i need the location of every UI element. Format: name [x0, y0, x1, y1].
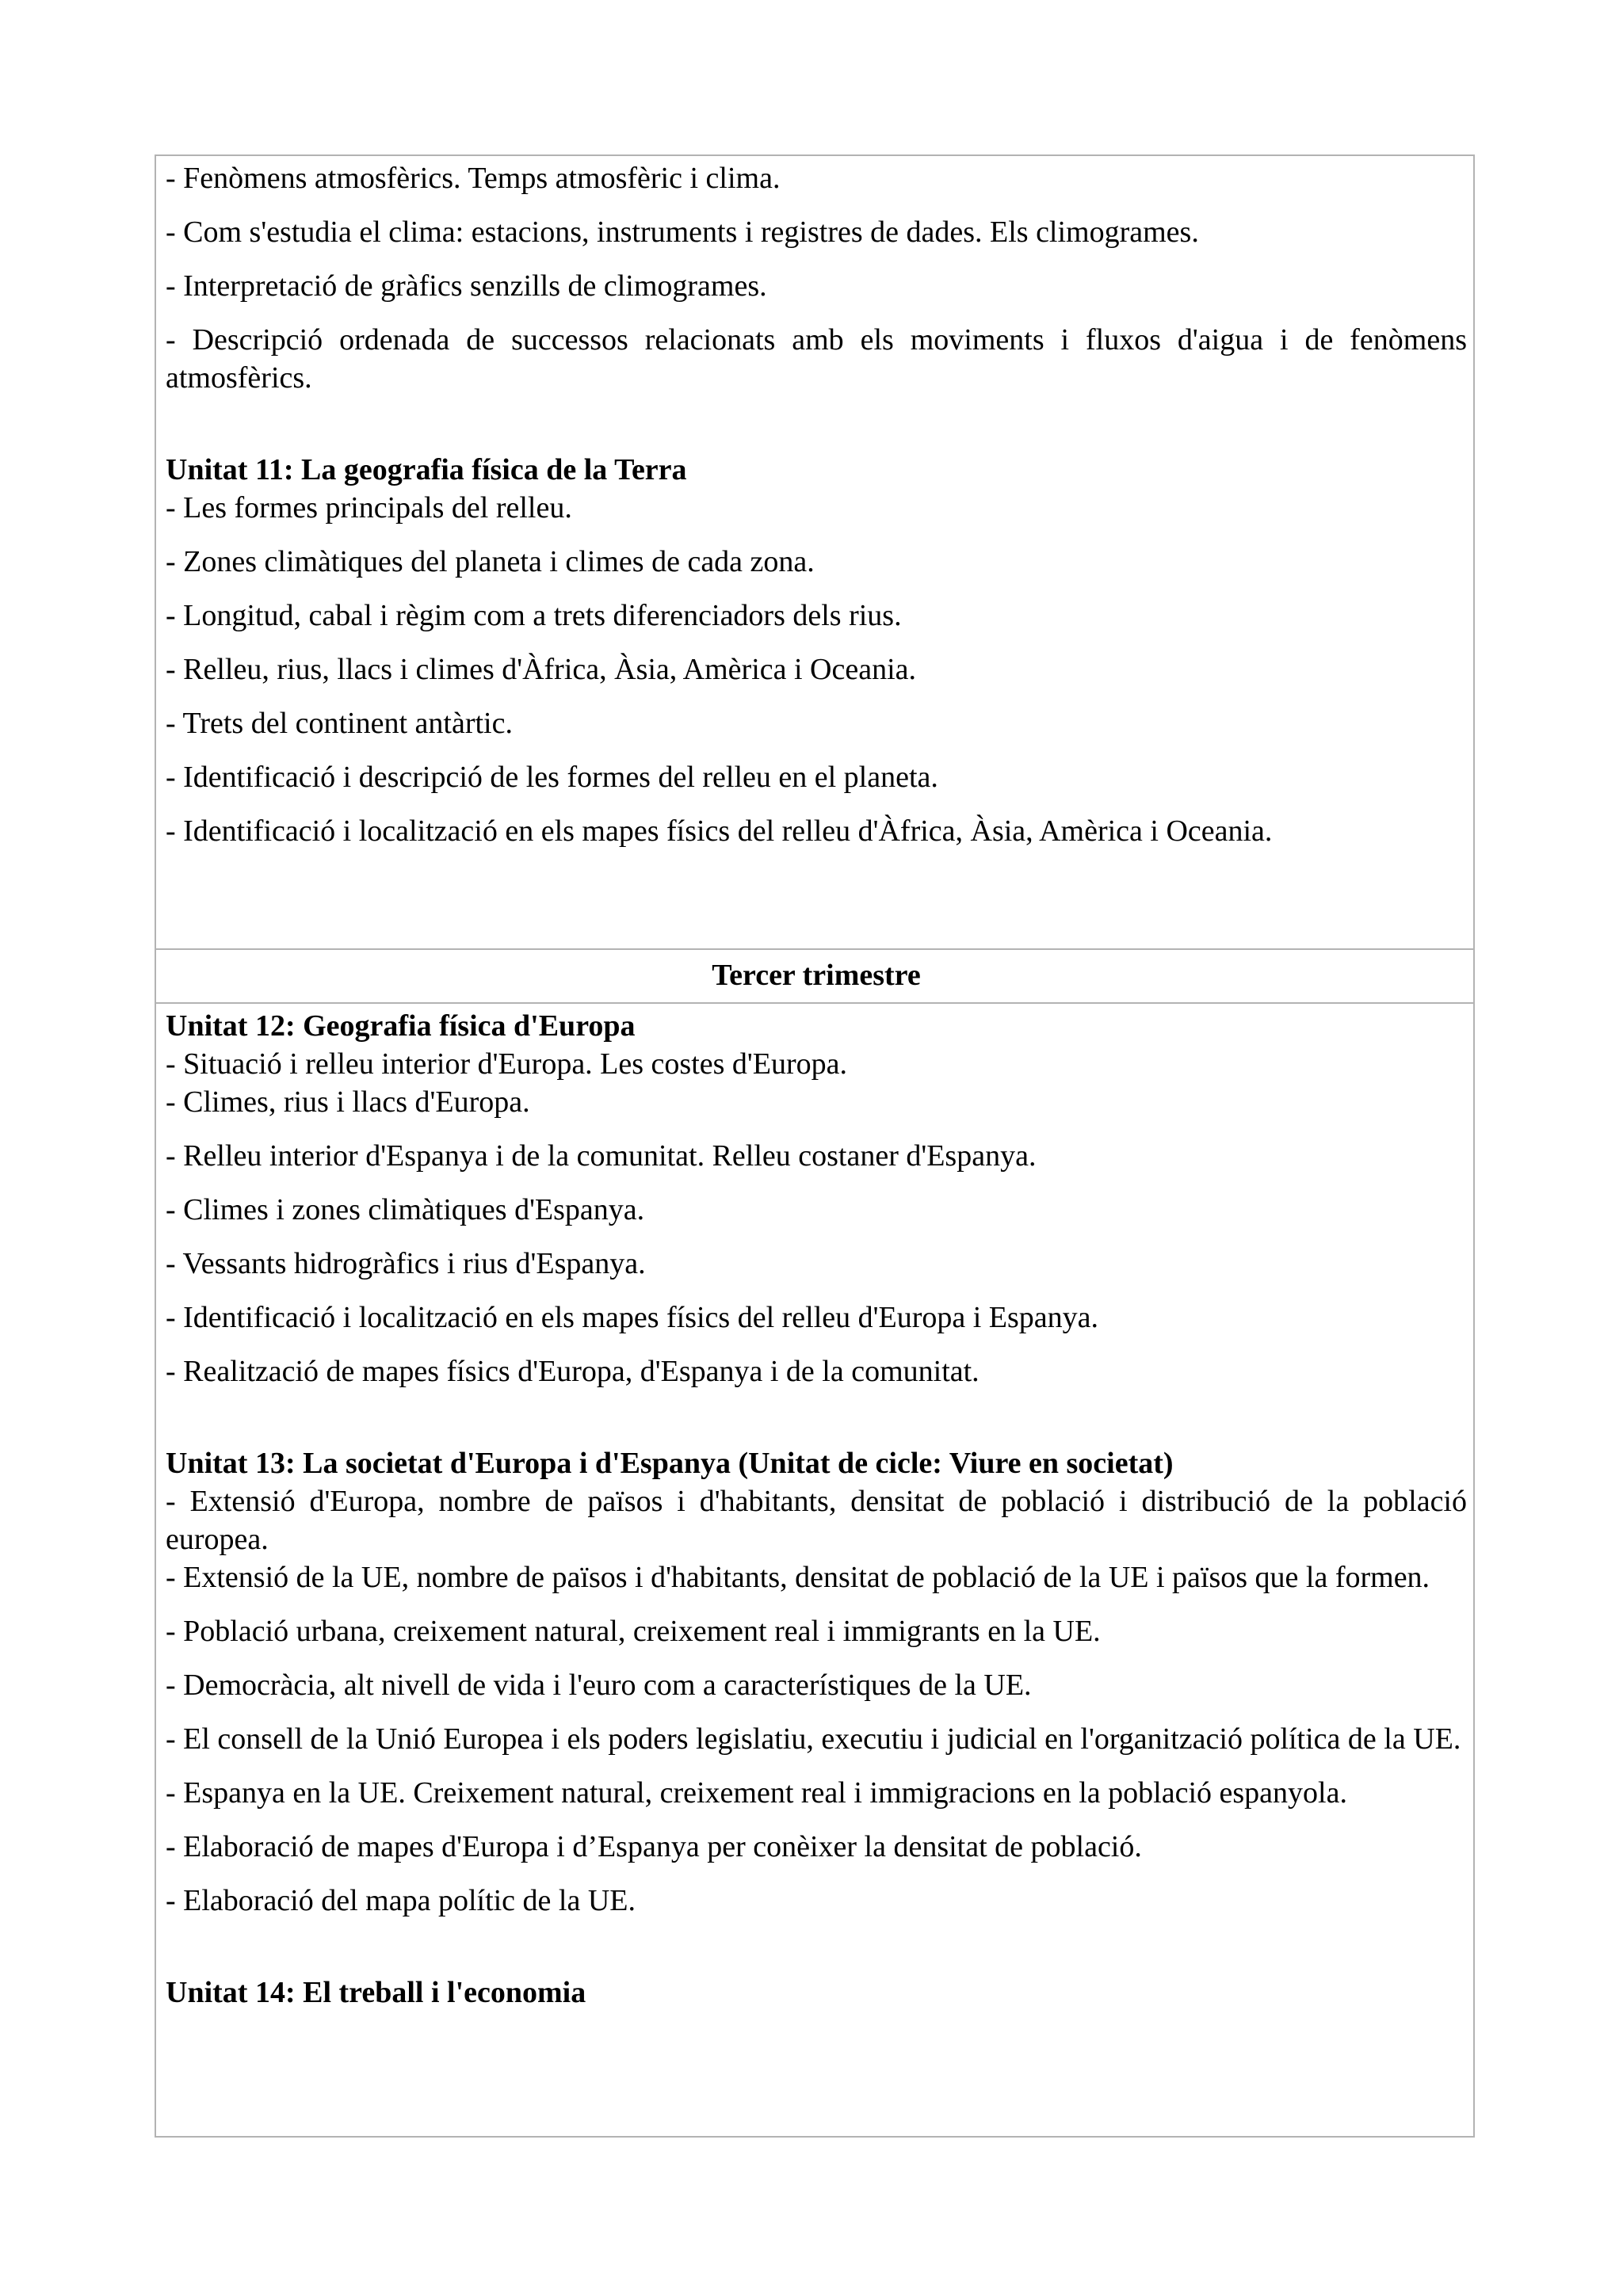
list-item: - Descripció ordenada de successos relacionats amb els moviments i fluxos d'aigua i de fenòmens atmosfèrics.: [166, 323, 1467, 395]
unit-title-14: Unitat 14: El treball i l'economia: [166, 1976, 586, 2009]
list-item: - Identificació i localització en els mapes físics del relleu d'Europa i Espanya.: [166, 1301, 1098, 1334]
list-item: - Identificació i localització en els mapes físics del relleu d'Àfrica, Àsia, Amèrica i Oceania.: [166, 814, 1273, 848]
table-cell-unit11: [156, 156, 1473, 948]
list-item: - Interpretació de gràfics senzills de climogrames.: [166, 269, 767, 303]
list-item: - Democràcia, alt nivell de vida i l'euro com a característiques de la UE.: [166, 1669, 1032, 1702]
list-item: - Elaboració de mapes d'Europa i d’Espanya per conèixer la densitat de població.: [166, 1830, 1142, 1863]
list-item: - Població urbana, creixement natural, creixement real i immigrants en la UE.: [166, 1615, 1101, 1648]
unit-title-11: Unitat 11: La geografia física de la Terra: [166, 453, 687, 486]
list-item: - Climes, rius i llacs d'Europa.: [166, 1085, 530, 1119]
list-item: - Realització de mapes físics d'Europa, d'Espanya i de la comunitat.: [166, 1355, 980, 1388]
list-item: - Longitud, cabal i règim com a trets diferenciadors dels rius.: [166, 599, 902, 632]
list-item: - Extensió de la UE, nombre de països i d'habitants, densitat de població de la UE i països que la formen.: [166, 1561, 1430, 1594]
list-item: - Espanya en la UE. Creixement natural, creixement real i immigracions en la població espanyola.: [166, 1776, 1347, 1810]
list-item: - Trets del continent antàrtic.: [166, 707, 513, 740]
list-item: - Zones climàtiques del planeta i climes de cada zona.: [166, 545, 815, 578]
list-item: - Climes i zones climàtiques d'Espanya.: [166, 1193, 645, 1226]
list-item: - Elaboració del mapa polític de la UE.: [166, 1884, 636, 1917]
list-item: - Fenòmens atmosfèrics. Temps atmosfèric i clima.: [166, 162, 781, 195]
list-item: - Com s'estudia el clima: estacions, instruments i registres de dades. Els climogrames.: [166, 215, 1199, 249]
list-item: - Relleu interior d'Espanya i de la comunitat. Relleu costaner d'Espanya.: [166, 1139, 1037, 1173]
content-table: [155, 154, 1475, 2138]
list-item: - Situació i relleu interior d'Europa. Les costes d'Europa.: [166, 1047, 847, 1081]
list-item: - Les formes principals del relleu.: [166, 491, 572, 524]
unit-title-13: Unitat 13: La societat d'Europa i d'Espanya (Unitat de cicle: Viure en societat): [166, 1447, 1174, 1480]
unit-title-12: Unitat 12: Geografia física d'Europa: [166, 1009, 636, 1043]
list-item: - Extensió d'Europa, nombre de països i d'habitants, densitat de població i distribució de la població europea.: [166, 1485, 1467, 1556]
list-item: - El consell de la Unió Europea i els poders legislatiu, executiu i judicial en l'organització política de la UE.: [166, 1722, 1461, 1756]
table-cell-units-12-14: [156, 1002, 1473, 2136]
term-heading: Tercer trimestre: [156, 948, 1473, 1002]
list-item: - Relleu, rius, llacs i climes d'Àfrica, Àsia, Amèrica i Oceania.: [166, 653, 917, 686]
list-item: - Identificació i descripció de les formes del relleu en el planeta.: [166, 761, 938, 794]
list-item: - Vessants hidrogràfics i rius d'Espanya.: [166, 1247, 646, 1280]
